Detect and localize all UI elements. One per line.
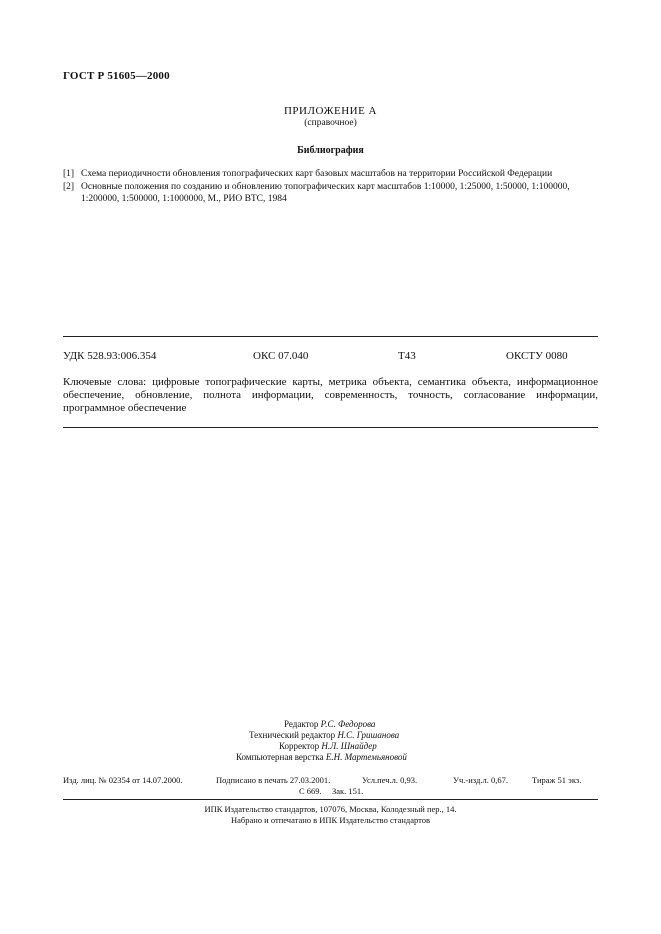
credit-layout xyxy=(236,752,407,763)
order-c: С 669. xyxy=(299,786,322,796)
printer-info xyxy=(0,804,661,826)
bibliography-item-text: Схема периодичности обновления топографических карт базовых масштабов на территории Российской Федерации xyxy=(81,169,553,179)
printer-address: ИПК Издательство стандартов, 107076, Москва, Колодезный пер., 14. xyxy=(204,804,457,814)
bibliography-item-text: Основные положения по созданию и обновлению топографических карт масштабов 1:10000, 1:25000, 1:50000, 1:100000, 1:200000, 1:500000, 1:1000000, М., РИО ВТС, 1984 xyxy=(81,182,570,204)
divider-bottom xyxy=(63,427,598,428)
keywords: Ключевые слова: цифровые топографические карты, метрика объекта, семантика объекта, информационное обеспечение, обновление, полнота информации, современность, точность, согласование информации, программное обеспечение xyxy=(63,376,598,414)
pub-sheets: Уч.-изд.л. 0,67. xyxy=(453,775,508,785)
udk-code: УДК 528.93:006.354 xyxy=(63,350,157,362)
bibliography-list xyxy=(63,168,603,206)
print-sheets: Усл.печ.л. 0,93. xyxy=(362,775,418,785)
appendix-title: ПРИЛОЖЕНИЕ А xyxy=(283,105,377,117)
divider-footer xyxy=(63,799,598,800)
credit-corrector xyxy=(279,741,377,752)
circulation: Тираж 51 экз. xyxy=(532,775,582,785)
order-number: Зак. 151. xyxy=(332,786,364,796)
okstu-code: ОКСТУ 0080 xyxy=(506,350,568,362)
printer-note: Набрано и отпечатано в ИПК Издательство стандартов xyxy=(230,815,431,825)
bibliography-item xyxy=(63,181,603,205)
standard-number: ГОСТ Р 51605—2000 xyxy=(63,70,170,82)
bibliography-item xyxy=(63,168,603,180)
credit-name: Р.С. Федорова xyxy=(320,719,376,729)
divider-top xyxy=(63,336,598,337)
credit-tech-editor xyxy=(249,730,399,741)
bibliography-title: Библиография xyxy=(297,145,364,156)
credit-name: Е.Н. Мартемьяновой xyxy=(325,752,407,762)
credit-name: Н.С. Гришанова xyxy=(337,730,400,740)
credit-role: Компьютерная верстка xyxy=(236,752,324,762)
appendix-note: (справочное) xyxy=(304,118,357,128)
credit-name: Н.Л. Шнайдер xyxy=(321,741,377,751)
bibliography-item-number: [1] xyxy=(63,169,75,179)
bibliography-item-number: [2] xyxy=(63,182,75,192)
signed-date: Подписано в печать 27.03.2001. xyxy=(216,775,331,785)
t-code: Т43 xyxy=(398,350,416,362)
credit-role: Технический редактор xyxy=(249,730,336,740)
credit-role: Корректор xyxy=(279,741,320,751)
credit-editor xyxy=(284,719,375,730)
oks-code: ОКС 07.040 xyxy=(253,350,309,362)
license: Изд. лиц. № 02354 от 14.07.2000. xyxy=(63,775,183,785)
credit-role: Редактор xyxy=(284,719,319,729)
